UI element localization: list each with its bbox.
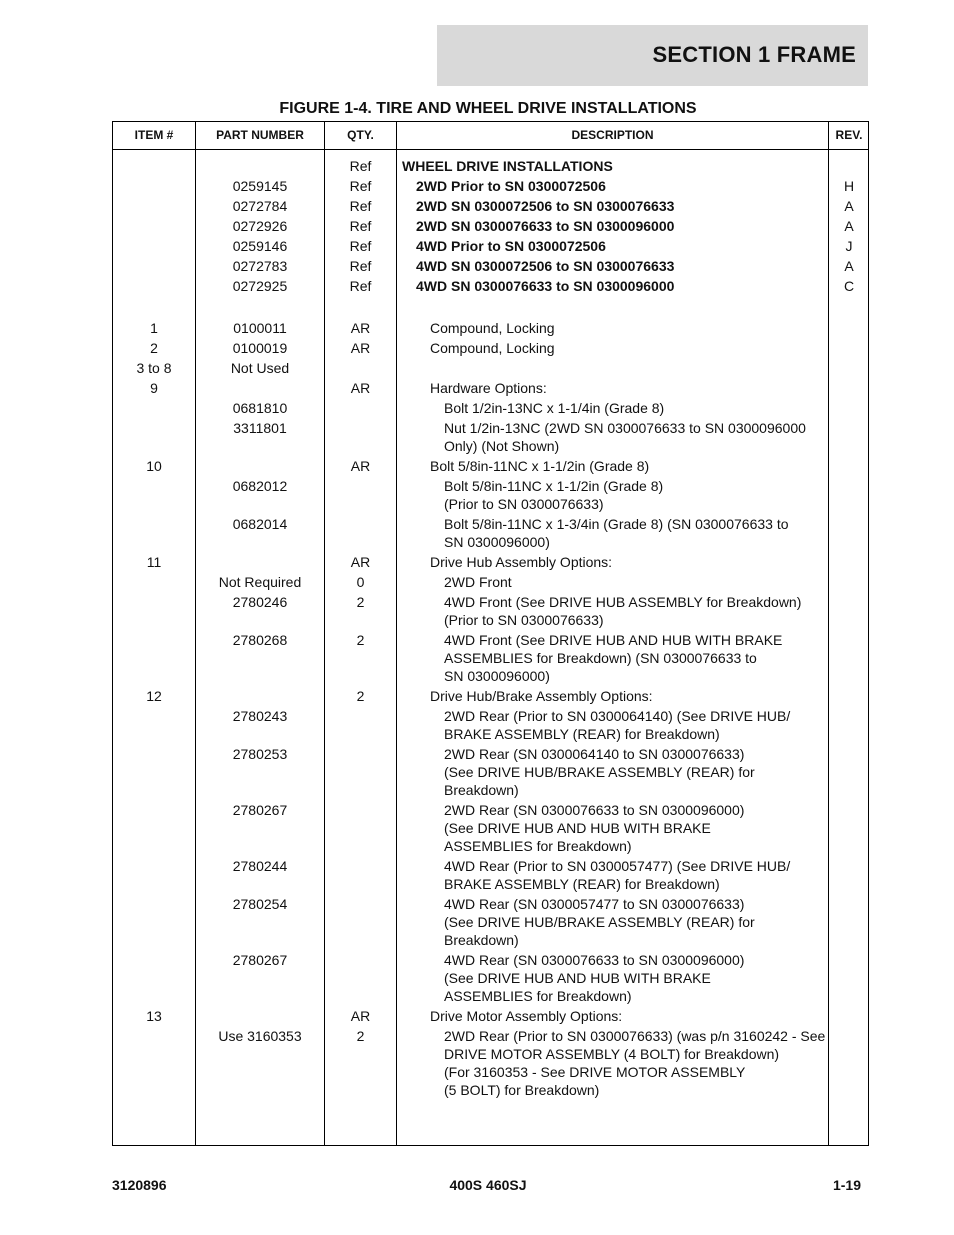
description-line: Breakdown): [444, 782, 519, 798]
table-row: [113, 951, 868, 1007]
table-row: [113, 399, 868, 419]
part-number: Use 3160353: [218, 1028, 302, 1044]
quantity: AR: [350, 1008, 371, 1024]
description-line: Bolt 1/2in-13NC x 1-1/4in (Grade 8): [444, 400, 665, 416]
part-number: 2780267: [232, 802, 288, 818]
header-item: ITEM #: [134, 128, 174, 142]
description-line: Nut 1/2in-13NC (2WD SN 0300076633 to SN 0300096000: [444, 420, 806, 436]
table-row: [113, 177, 868, 197]
description-line: Bolt 5/8in-11NC x 1-3/4in (Grade 8) (SN 0300076633 to: [444, 516, 789, 532]
part-number: 0272783: [232, 258, 288, 274]
table-row: [113, 515, 868, 553]
table-row: [113, 419, 868, 457]
description-line: 4WD Rear (SN 0300076633 to SN 0300096000): [444, 952, 745, 968]
description: [402, 857, 830, 893]
description: [402, 379, 830, 397]
part-number: 3311801: [233, 420, 287, 436]
part-number: 2780244: [232, 858, 288, 874]
revision: A: [844, 218, 854, 234]
parts-table: [112, 121, 869, 1146]
description-line: (Prior to SN 0300076633): [444, 496, 604, 512]
quantity: 2: [356, 594, 365, 610]
quantity: Ref: [349, 198, 372, 214]
table-row: [113, 631, 868, 687]
description: [402, 339, 830, 357]
description: [402, 687, 830, 705]
item-number: 3 to 8: [136, 360, 172, 376]
description: [402, 257, 830, 275]
table-row: [113, 895, 868, 951]
item-number: 2: [150, 340, 158, 356]
description-line: 4WD SN 0300072506 to SN 0300076633: [416, 258, 675, 274]
description: [402, 553, 830, 571]
description-line: 2WD SN 0300072506 to SN 0300076633: [416, 198, 675, 214]
description-line: (5 BOLT) for Breakdown): [444, 1082, 600, 1098]
quantity: 2: [356, 688, 365, 704]
table-row: [113, 359, 868, 379]
table-row: [113, 477, 868, 515]
part-number: 0681810: [232, 400, 288, 416]
section-header-band: [437, 25, 868, 86]
quantity: 2: [356, 1028, 365, 1044]
description: [402, 157, 830, 175]
figure-title: FIGURE 1-4. TIRE AND WHEEL DRIVE INSTALLATIONS: [279, 100, 697, 117]
quantity: AR: [350, 458, 371, 474]
part-number: 0259146: [232, 238, 288, 254]
table-row: [113, 857, 868, 895]
quantity: AR: [350, 340, 371, 356]
description-line: Compound, Locking: [430, 320, 555, 336]
header-part-number: PART NUMBER: [216, 128, 304, 142]
description-line: (See DRIVE HUB/BRAKE ASSEMBLY (REAR) for: [444, 914, 755, 930]
description: [402, 399, 830, 417]
description: [402, 631, 830, 685]
table-row: [113, 257, 868, 277]
description-line: Breakdown): [444, 932, 519, 948]
part-number: 2780267: [232, 952, 288, 968]
table-row: [113, 157, 868, 177]
part-number: 0100011: [233, 320, 287, 336]
description: [402, 319, 830, 337]
quantity: AR: [350, 320, 371, 336]
quantity: Ref: [349, 158, 372, 174]
item-number: 10: [146, 458, 162, 474]
description-line: Drive Hub Assembly Options:: [430, 554, 613, 570]
description-line: Only) (Not Shown): [444, 438, 560, 454]
description-line: Drive Motor Assembly Options:: [430, 1008, 623, 1024]
quantity: Ref: [349, 238, 372, 254]
footer-document-number: 3120896: [112, 1177, 167, 1193]
item-number: 13: [146, 1008, 162, 1024]
quantity: AR: [350, 380, 371, 396]
description-line: 2WD Rear (Prior to SN 0300076633) (was p/n 3160242 - See: [444, 1028, 826, 1044]
table-row: [113, 217, 868, 237]
revision: A: [844, 258, 854, 274]
description: [402, 573, 830, 591]
row-spacer: [113, 297, 868, 319]
table-row: [113, 553, 868, 573]
description: [402, 457, 830, 475]
description-line: SN 0300096000): [444, 668, 550, 684]
quantity: Ref: [349, 258, 372, 274]
table-row: [113, 319, 868, 339]
description: [402, 593, 830, 629]
revision: H: [843, 178, 855, 194]
header-qty: QTY.: [347, 128, 374, 142]
quantity: 2: [356, 632, 365, 648]
description-line: 2WD SN 0300076633 to SN 0300096000: [416, 218, 675, 234]
description: [402, 707, 830, 743]
item-number: 9: [150, 380, 158, 396]
description: [402, 217, 830, 235]
description: [402, 515, 830, 551]
revision: C: [843, 278, 855, 294]
description-line: BRAKE ASSEMBLY (REAR) for Breakdown): [444, 876, 720, 892]
table-row: [113, 1027, 868, 1101]
description-line: (For 3160353 - See DRIVE MOTOR ASSEMBLY: [444, 1064, 746, 1080]
part-number: 2780254: [232, 896, 288, 912]
quantity: Ref: [349, 178, 372, 194]
part-number: 0259145: [232, 178, 288, 194]
description-line: BRAKE ASSEMBLY (REAR) for Breakdown): [444, 726, 720, 742]
description-line: ASSEMBLIES for Breakdown): [444, 838, 632, 854]
description-line: Hardware Options:: [430, 380, 547, 396]
table-row: [113, 457, 868, 477]
part-number: 2780253: [232, 746, 288, 762]
revision: J: [845, 238, 853, 254]
table-row: [113, 593, 868, 631]
quantity: Ref: [349, 278, 372, 294]
description-line: (See DRIVE HUB AND HUB WITH BRAKE: [444, 820, 711, 836]
description: [402, 237, 830, 255]
description-line: 4WD Rear (SN 0300057477 to SN 0300076633): [444, 896, 745, 912]
table-row: [113, 379, 868, 399]
description-line: DRIVE MOTOR ASSEMBLY (4 BOLT) for Breakdown): [444, 1046, 780, 1062]
description-line: 2WD Rear (SN 0300076633 to SN 0300096000): [444, 802, 745, 818]
section-title: SECTION 1 FRAME: [652, 42, 856, 67]
description-line: WHEEL DRIVE INSTALLATIONS: [402, 158, 613, 174]
description-line: 4WD SN 0300076633 to SN 0300096000: [416, 278, 675, 294]
description-line: 4WD Prior to SN 0300072506: [416, 238, 606, 254]
description: [402, 1007, 830, 1025]
table-row: [113, 197, 868, 217]
part-number: Not Required: [218, 574, 302, 590]
table-row: [113, 339, 868, 359]
description-line: 2WD Rear (Prior to SN 0300064140) (See DRIVE HUB/: [444, 708, 791, 724]
description-line: Drive Hub/Brake Assembly Options:: [430, 688, 653, 704]
description-line: 2WD Prior to SN 0300072506: [416, 178, 606, 194]
part-number: 0272925: [232, 278, 288, 294]
description-line: 2WD Front: [444, 574, 512, 590]
quantity: 0: [356, 574, 365, 590]
description: [402, 419, 830, 455]
table-row: [113, 687, 868, 707]
part-number: 2780246: [232, 594, 288, 610]
description: [402, 951, 830, 1005]
description-line: Bolt 5/8in-11NC x 1-1/2in (Grade 8): [444, 478, 664, 494]
item-number: 1: [150, 320, 158, 336]
description-line: ASSEMBLIES for Breakdown): [444, 988, 632, 1004]
table-row: [113, 1007, 868, 1027]
description: [402, 177, 830, 195]
description: [402, 1027, 830, 1099]
description-line: 2WD Rear (SN 0300064140 to SN 0300076633): [444, 746, 745, 762]
item-number: 11: [146, 554, 162, 570]
description: [402, 277, 830, 295]
header-description: DESCRIPTION: [571, 128, 654, 142]
part-number: 2780268: [232, 632, 288, 648]
table-row: [113, 801, 868, 857]
description-line: ASSEMBLIES for Breakdown) (SN 0300076633 to: [444, 650, 757, 666]
description-line: (See DRIVE HUB AND HUB WITH BRAKE: [444, 970, 711, 986]
description: [402, 477, 830, 513]
quantity: AR: [350, 554, 371, 570]
table-row: [113, 573, 868, 593]
footer-page-number: 1-19: [832, 1177, 861, 1193]
description-line: (Prior to SN 0300076633): [444, 612, 604, 628]
description: [402, 801, 830, 855]
part-number: 2780243: [232, 708, 288, 724]
description-line: SN 0300096000): [444, 534, 550, 550]
revision: A: [844, 198, 854, 214]
header-rev: REV.: [835, 128, 863, 142]
part-number: 0682012: [232, 478, 288, 494]
part-number: 0100019: [232, 340, 288, 356]
table-row: [113, 707, 868, 745]
description-line: Bolt 5/8in-11NC x 1-1/2in (Grade 8): [430, 458, 650, 474]
quantity: Ref: [349, 218, 372, 234]
part-number: 0272784: [232, 198, 288, 214]
table-body: [113, 150, 868, 1101]
item-number: 12: [146, 688, 162, 704]
footer-model: 400S 460SJ: [449, 1177, 527, 1193]
part-number: 0682014: [232, 516, 288, 532]
description-line: Compound, Locking: [430, 340, 555, 356]
description-line: 4WD Front (See DRIVE HUB AND HUB WITH BRAKE: [444, 632, 783, 648]
table-row: [113, 277, 868, 297]
part-number: 0272926: [232, 218, 288, 234]
description-line: (See DRIVE HUB/BRAKE ASSEMBLY (REAR) for: [444, 764, 755, 780]
description: [402, 197, 830, 215]
table-row: [113, 237, 868, 257]
description: [402, 895, 830, 949]
description-line: 4WD Front (See DRIVE HUB ASSEMBLY for Breakdown): [444, 594, 802, 610]
part-number: Not Used: [230, 360, 290, 376]
table-row: [113, 745, 868, 801]
description: [402, 745, 830, 799]
description-line: 4WD Rear (Prior to SN 0300057477) (See DRIVE HUB/: [444, 858, 791, 874]
